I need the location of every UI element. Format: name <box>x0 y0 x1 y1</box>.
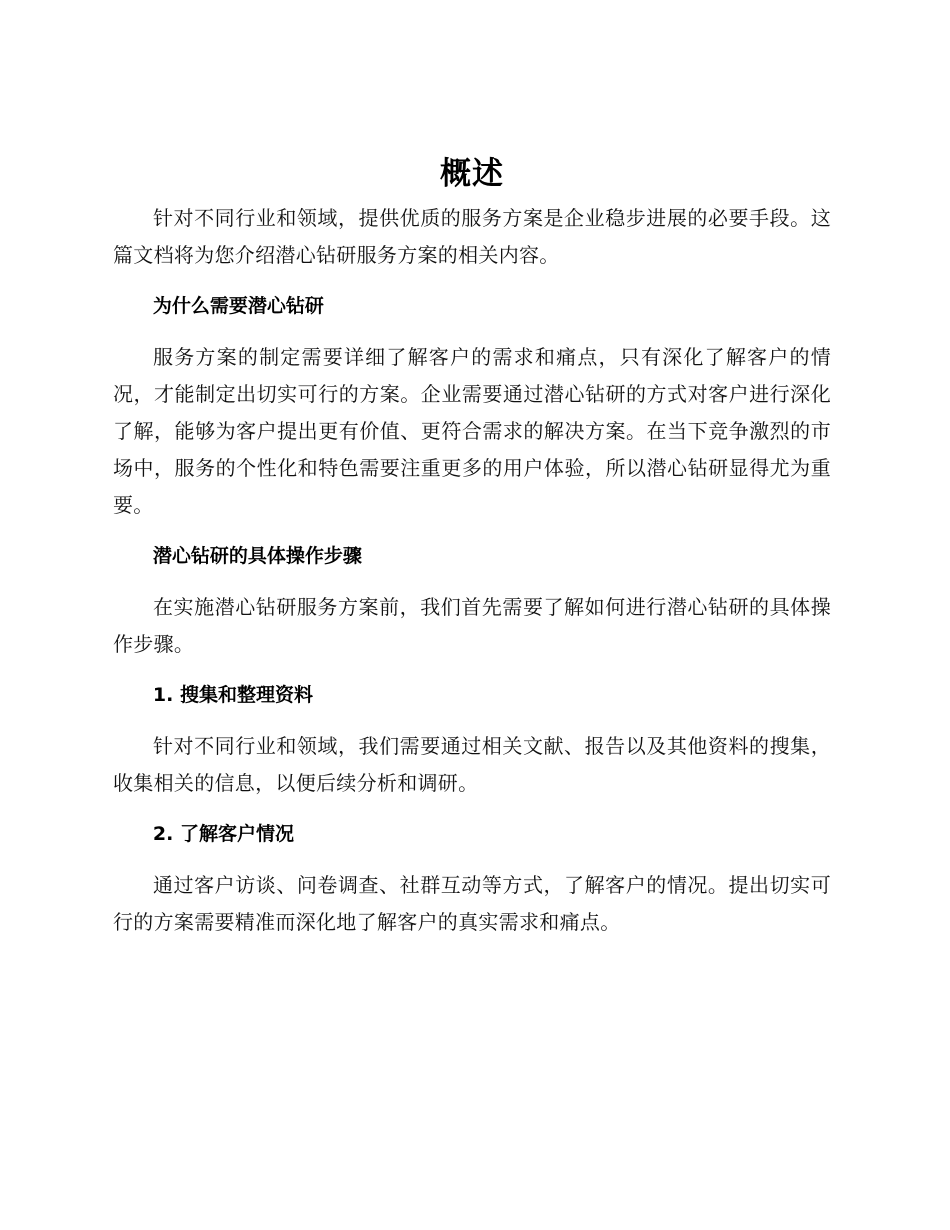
section-heading-step-1: 1. 搜集和整理资料 <box>152 684 313 706</box>
spacer <box>113 524 831 538</box>
section-body-steps: 在实施潜心钻研服务方案前，我们首先需要了解如何进行潜心钻研的具体操作步骤。 <box>113 595 831 656</box>
section-body-why: 服务方案的制定需要详细了解客户的需求和痛点，只有深化了解客户的情况，才能制定出切实可行的方案。企业需要通过潜心钻研的方式对客户进行深化了解，能够为客户提出更有价值、更符合需求的解决方案。在当下竞争激烈的市场中，服务的个性化和特色需要注重更多的用户体验，所以潜心钻研显得尤为重要。 <box>113 345 831 517</box>
section-body-step-1: 针对不同行业和领域，我们需要通过相关文献、报告以及其他资料的搜集，收集相关的信息，以便后续分析和调研。 <box>113 734 831 795</box>
document-content <box>113 148 831 941</box>
spacer <box>113 325 831 339</box>
page-title: 概述 <box>440 156 504 192</box>
spacer <box>113 802 831 816</box>
section-heading-why: 为什么需要潜心钻研 <box>152 295 324 317</box>
spacer <box>113 575 831 589</box>
spacer <box>113 853 831 867</box>
spacer <box>113 714 831 728</box>
section-heading-step-2: 2. 了解客户情况 <box>152 823 294 845</box>
spacer <box>113 663 831 677</box>
intro-paragraph: 针对不同行业和领域，提供优质的服务方案是企业稳步进展的必要手段。这篇文档将为您介绍潜心钻研服务方案的相关内容。 <box>113 206 831 267</box>
section-body-step-2: 通过客户访谈、问卷调查、社群互动等方式，了解客户的情况。提出切实可行的方案需要精准而深化地了解客户的真实需求和痛点。 <box>113 873 831 934</box>
spacer <box>113 274 831 288</box>
section-heading-steps: 潜心钻研的具体操作步骤 <box>152 545 362 567</box>
